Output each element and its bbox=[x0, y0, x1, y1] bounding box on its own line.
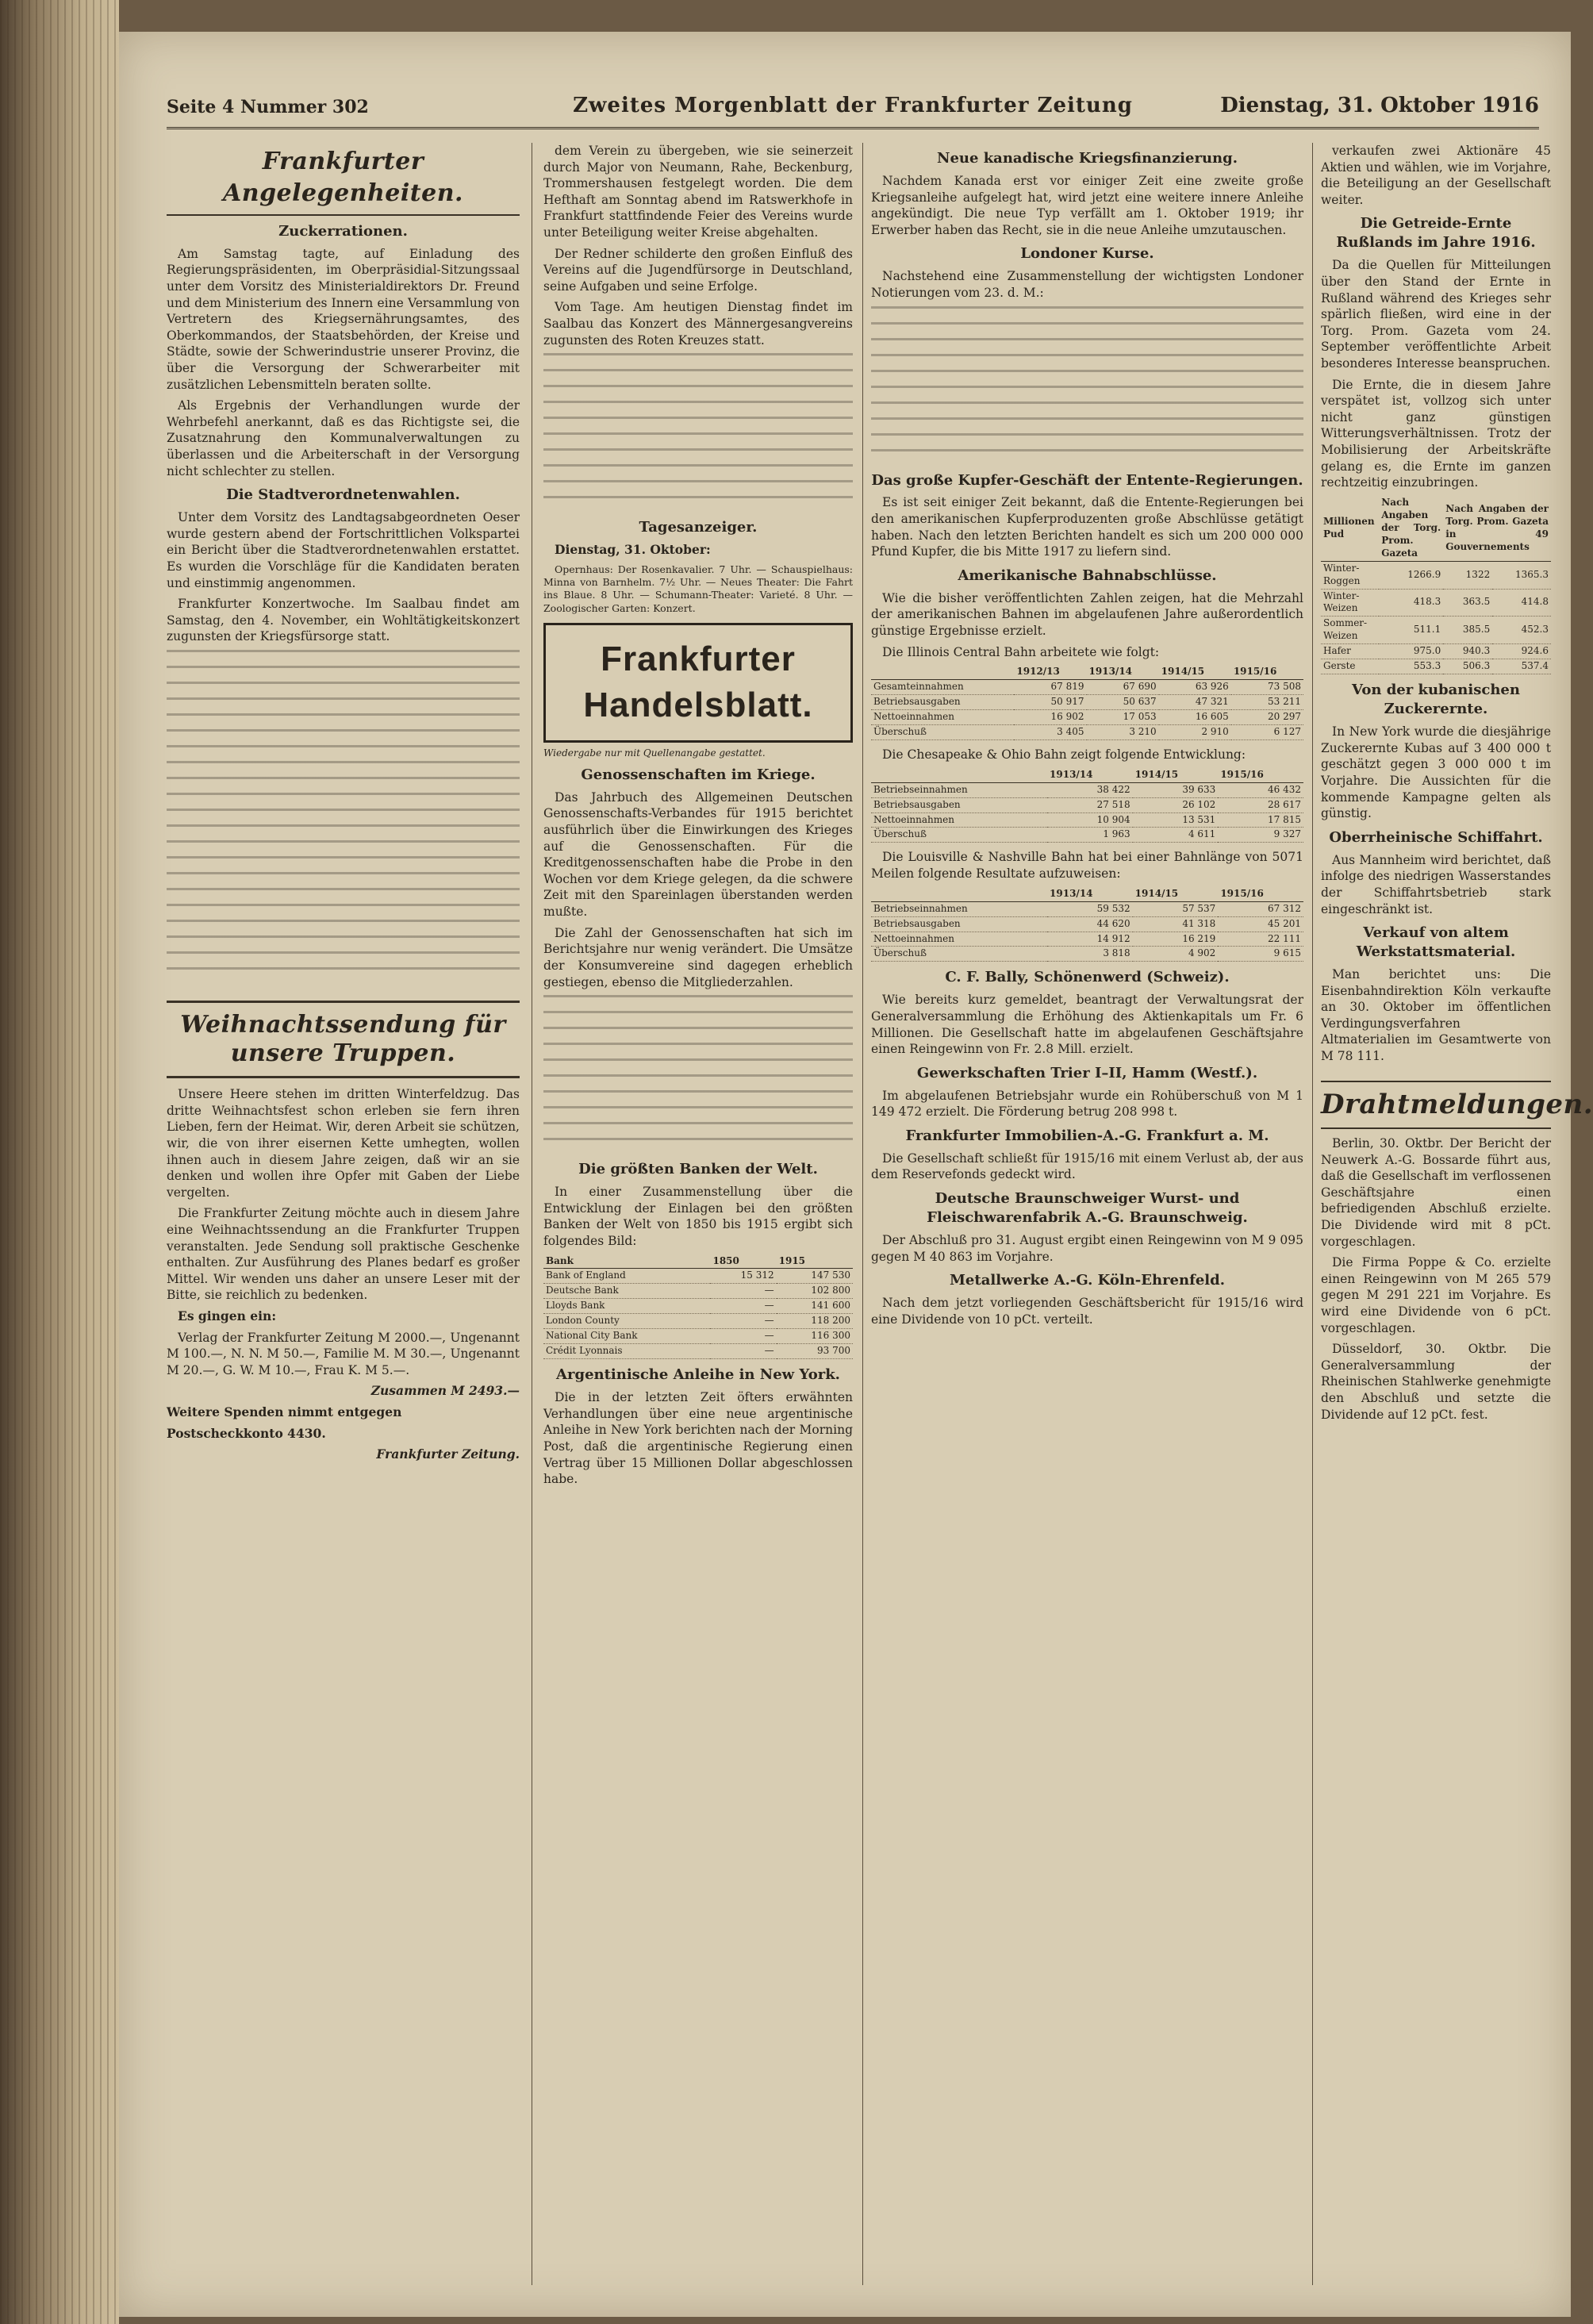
article-paragraph: Als Ergebnis der Verhandlungen wurde der Wehrbefehl anerkannt, daß es das Richtigste sei, die Zusatznahrung den Kommunalverwaltungen zu überlassen und die Arbeiterschaft in der Versorgung nicht schlechter zu stellen. bbox=[167, 398, 520, 478]
table-header-cell: 1915/16 bbox=[1218, 887, 1303, 901]
subhead-banken: Die größten Banken der Welt. bbox=[578, 1161, 818, 1178]
table-cell: 15 312 bbox=[710, 1269, 776, 1284]
table-cell: 537.4 bbox=[1492, 659, 1551, 674]
table-cell: 975.0 bbox=[1379, 644, 1443, 659]
table-row bbox=[1321, 589, 1551, 617]
table-header-cell: 1915/16 bbox=[1231, 665, 1303, 679]
table-cell: 363.5 bbox=[1443, 589, 1492, 617]
table-cell: 57 537 bbox=[1133, 901, 1219, 916]
subhead-russland-ernte: Die Getreide-Ernte Rußlands im Jahre 1916. bbox=[1336, 215, 1536, 252]
section-title-frankfurt: Frankfurter Angelegenheiten. bbox=[167, 146, 520, 216]
table-cell: Überschuß bbox=[871, 947, 1047, 962]
table-cell: 9 615 bbox=[1218, 947, 1303, 962]
table-row bbox=[543, 1269, 853, 1284]
article-paragraph: Wie bereits kurz gemeldet, beantragt der Verwaltungsrat der Generalversammlung die Erhöhung des Aktienkapitals um Fr. 6 Millionen. Die Gesellschaft hatte im abgelaufenen Geschäftsjahre einen Reingewinn von Fr. 2.8 Mill. erzielt. bbox=[871, 993, 1303, 1057]
article-paragraph: Die Zahl der Genossenschaften hat sich im Berichtsjahre nur wenig verändert. Die Umsätze der Konsumvereine sind dagegen erheblich gestiegen, ebenso die Mitgliederzahlen. bbox=[543, 925, 853, 989]
table-cell: Winter-Weizen bbox=[1321, 589, 1379, 617]
table-cell: Sommer-Weizen bbox=[1321, 617, 1379, 644]
column-rule bbox=[1312, 143, 1313, 2285]
table-row bbox=[871, 680, 1303, 695]
louisville-intro: Die Louisville & Nashville Bahn hat bei einer Bahnlänge von 5071 Meilen folgende Resultate aufzuweisen: bbox=[871, 850, 1303, 882]
table-cell: 93 700 bbox=[777, 1344, 853, 1359]
table-row bbox=[871, 695, 1303, 710]
subhead-kuba: Von der kubanischen Zuckerernte. bbox=[1352, 682, 1520, 718]
table-cell: 13 531 bbox=[1133, 812, 1219, 828]
signature-frankfurter-zeitung: Frankfurter Zeitung. bbox=[376, 1446, 520, 1462]
text-lines bbox=[543, 995, 853, 1154]
article-paragraph: Der Abschluß pro 31. August ergibt einen Reingewinn von M 9 095 gegen M 40 863 im Vorjahre. bbox=[871, 1232, 1303, 1264]
article-paragraph: In einer Zusammenstellung über die Entwicklung der Einlagen bei den größten Banken der Welt von 1850 bis 1915 ergibt sich folgendes Bild: bbox=[543, 1185, 853, 1248]
subhead-trier: Gewerkschaften Trier I–II, Hamm (Westf.). bbox=[916, 1064, 1258, 1081]
article-paragraph: Unsere Heere stehen im dritten Winterfeldzug. Das dritte Weihnachtsfest schon erleben sie fern ihren Lieben, fern der Heimat. Wir, deren Arbeit sie schützen, wir, die von ihrer eisernen Kette umhegten, wollen ihnen auch in diesem Jahre zeigen, daß wir an sie denken und wollen ihre Opfer mit Gaben der Liebe vergelten. bbox=[167, 1087, 520, 1200]
table-header-cell: 1913/14 bbox=[1087, 665, 1159, 679]
table-cell: 1266.9 bbox=[1379, 561, 1443, 589]
banken-table bbox=[543, 1254, 853, 1360]
table-cell: 39 633 bbox=[1133, 782, 1219, 797]
column-2 bbox=[543, 143, 853, 2285]
donations-heading: Es gingen ein: bbox=[178, 1308, 277, 1323]
table-cell: 59 532 bbox=[1047, 901, 1133, 916]
quotes-table-lines bbox=[871, 306, 1303, 465]
table-cell: 22 111 bbox=[1218, 932, 1303, 947]
ernte-table bbox=[1321, 496, 1551, 674]
table-cell: 47 321 bbox=[1159, 695, 1231, 710]
table-row bbox=[543, 1344, 853, 1359]
table-cell: Betriebsausgaben bbox=[871, 916, 1047, 932]
subhead-genossenschaften: Genossenschaften im Kriege. bbox=[581, 766, 816, 783]
column-1 bbox=[167, 143, 520, 2285]
article-paragraph: Der Redner schilderte den großen Einfluß des Vereins auf die Jugendfürsorge in Deutschland, seine Aufgaben und seine Erfolge. bbox=[543, 246, 853, 294]
table-cell: — bbox=[710, 1284, 776, 1299]
subhead-kanada: Neue kanadische Kriegsfinanzierung. bbox=[936, 150, 1238, 167]
table-cell: 3 210 bbox=[1087, 725, 1159, 740]
article-paragraph: Da die Quellen für Mitteilungen über den Stand der Ernte in Rußland während des Krieges sehr spärlich fließen, wird eine in der Torg. Prom. Gazeta vom 24. September veröffentlichte Arbeit besonderes Interesse beanspruchen. bbox=[1321, 258, 1551, 371]
table-cell: 118 200 bbox=[777, 1314, 853, 1329]
table-cell: 67 819 bbox=[1014, 680, 1086, 695]
table-cell: — bbox=[710, 1314, 776, 1329]
text-lines bbox=[167, 650, 520, 983]
table-cell: 28 617 bbox=[1218, 797, 1303, 812]
table-row bbox=[871, 797, 1303, 812]
table-cell: 41 318 bbox=[1133, 916, 1219, 932]
article-paragraph: Es ist seit einiger Zeit bekannt, daß die Entente-Regierungen bei den amerikanischen Kupferproduzenten große Abschlüsse getätigt haben. Nach den letzten Berichten handelt es sich um 200 000 000 Pfund Kupfer, die bis Mitte 1917 zu liefern sind. bbox=[871, 495, 1303, 559]
table-cell: 3 818 bbox=[1047, 947, 1133, 962]
table-header-cell bbox=[871, 887, 1047, 901]
article-paragraph: In New York wurde die diesjährige Zuckerernte Kubas auf 3 400 000 t geschätzt gegen 3 000 000 t im Vorjahre. Die Aussichten für die kommende Kampagne gelten als günstig. bbox=[1321, 724, 1551, 821]
table-cell: 452.3 bbox=[1492, 617, 1551, 644]
article-paragraph: Die Gesellschaft schließt für 1915/16 mit einem Verlust ab, der aus dem Reservefonds gedeckt wird. bbox=[871, 1150, 1303, 1182]
table-cell: 73 508 bbox=[1231, 680, 1303, 695]
article-paragraph: Unter dem Vorsitz des Landtagsabgeordneten Oeser wurde gestern abend der Fortschrittlichen Volkspartei ein Bericht über die Stadtverordnetenwahlen erstattet. Es wurden die Vorschläge für die Kandidaten beraten und einstimmig angenommen. bbox=[167, 510, 520, 590]
table-cell: 27 518 bbox=[1047, 797, 1133, 812]
table-header-cell: 1913/14 bbox=[1047, 887, 1133, 901]
table-cell: — bbox=[710, 1299, 776, 1314]
table-header-cell: 1850 bbox=[710, 1254, 776, 1269]
ernte-head-b: Nach Angaben der Torg. Prom. Gazeta bbox=[1379, 496, 1443, 561]
article-paragraph: Die in der letzten Zeit öfters erwähnten Verhandlungen über eine neue argentinische Anleihe in New York berichten nach der Morning Post, daß die argentinische Regierung einen Vertrag über 15 Millionen Dollar abgeschlossen habe. bbox=[543, 1390, 853, 1487]
header-masthead: Zweites Morgenblatt der Frankfurter Zeitung bbox=[573, 94, 1133, 117]
table-cell: 26 102 bbox=[1133, 797, 1219, 812]
table-cell: — bbox=[710, 1329, 776, 1344]
column-rule bbox=[862, 143, 863, 2285]
table-cell: Betriebseinnahmen bbox=[871, 901, 1047, 916]
table-cell: 46 432 bbox=[1218, 782, 1303, 797]
table-cell: Nettoeinnahmen bbox=[871, 932, 1047, 947]
table-row bbox=[543, 1284, 853, 1299]
table-cell: 418.3 bbox=[1379, 589, 1443, 617]
article-paragraph: Am Samstag tagte, auf Einladung des Regierungspräsidenten, im Oberpräsidial-Sitzungssaal unter dem Vorsitz des Ministerialdirektors Dr. Freund und dem Ministerium des Innern eine Versammlung von Vertretern des Kriegsernährungsamtes, des Oberkommandos, der Staatsbehörden, der Kreise und Städte, sowie der Schwerindustrie unserer Provinz, die über die Versorgung der Schwerarbeiter mit zusätzlichen Lebensmitteln beraten sollte. bbox=[167, 246, 520, 392]
table-row bbox=[871, 901, 1303, 916]
table-cell: 9 327 bbox=[1218, 828, 1303, 843]
handelsblatt-masthead: Frankfurter Handelsblatt. bbox=[543, 623, 853, 743]
article-paragraph: Nachstehend eine Zusammenstellung der wichtigsten Londoner Notierungen vom 23. d. M.: bbox=[871, 269, 1303, 300]
louisville-table bbox=[871, 887, 1303, 962]
table-header-cell: 1914/15 bbox=[1133, 887, 1219, 901]
table-cell: 63 926 bbox=[1159, 680, 1231, 695]
article-paragraph: Wie die bisher veröffentlichten Zahlen zeigen, hat die Mehrzahl der amerikanischen Bahnen im abgelaufenen Jahre außerordentlich günstige Ergebnisse erzielt. bbox=[871, 590, 1303, 639]
table-header-cell: 1912/13 bbox=[1014, 665, 1086, 679]
table-row bbox=[871, 782, 1303, 797]
table-cell: 17 053 bbox=[1087, 710, 1159, 725]
tagesanzeiger-listings: Opernhaus: Der Rosenkavalier. 7 Uhr. — Schauspielhaus: Minna von Barnhelm. 7½ Uhr. — Neues Theater: Die Fahrt ins Blaue. 8 Uhr. — Schumann-Theater: Varieté. 8 Uhr. — Zoologischer Garten: Konzert. bbox=[543, 563, 853, 614]
subhead-london: Londoner Kurse. bbox=[1020, 245, 1154, 263]
table-cell: 553.3 bbox=[1379, 659, 1443, 674]
table-cell: Gerste bbox=[1321, 659, 1379, 674]
table-row bbox=[871, 725, 1303, 740]
donations-list: Verlag der Frankfurter Zeitung M 2000.—, Ungenannt M 100.—, N. N. M 50.—, Familie M. M 30.—, Ungenannt M 20.—, G. W. M 10.—, Frau K. M 5.—. bbox=[167, 1330, 520, 1377]
article-paragraph: dem Verein zu übergeben, wie sie seinerzeit durch Major von Neumann, Rahe, Beckenburg, Trommershausen festgelegt worden. Die dem Hefthaft am Sonntag abend im Ratswerkhofe in Frankfurt stattfindende Feier des Vereins wurde unter Beteiligung weiter Kreise abgehalten. bbox=[543, 144, 853, 240]
table-row bbox=[1321, 644, 1551, 659]
table-header-cell bbox=[871, 665, 1014, 679]
subhead-werkstatt: Verkauf von altem Werkstattsmaterial. bbox=[1356, 924, 1516, 961]
table-cell: 53 211 bbox=[1231, 695, 1303, 710]
header-page-number: Seite 4 Nummer 302 bbox=[167, 97, 369, 117]
table-row bbox=[871, 828, 1303, 843]
article-paragraph: Frankfurter Konzertwoche. Im Saalbau findet am Samstag, den 4. November, ein Wohltätigkeitskonzert zugunsten der Kriegsfürsorge statt. bbox=[167, 597, 520, 644]
table-cell: 16 605 bbox=[1159, 710, 1231, 725]
table-cell: 4 902 bbox=[1133, 947, 1219, 962]
subhead-argentinien: Argentinische Anleihe in New York. bbox=[556, 1366, 840, 1384]
table-row bbox=[543, 1299, 853, 1314]
article-paragraph: Die Frankfurter Zeitung möchte auch in diesem Jahre eine Weihnachtssendung an die Frankfurter Truppen veranstalten. Jede Sendung soll praktische Geschenke enthalten. Zur Ausführung des Planes bedarf es großer Mittel. Wir wenden uns daher an unsere Leser mit der Bitte, sie reichlich zu bedenken. bbox=[167, 1206, 520, 1303]
table-cell: 141 600 bbox=[777, 1299, 853, 1314]
tagesanzeiger-date: Dienstag, 31. Oktober: bbox=[555, 542, 711, 558]
table-cell: 50 637 bbox=[1087, 695, 1159, 710]
table-header-cell: 1915/16 bbox=[1218, 768, 1303, 782]
table-cell: Deutsche Bank bbox=[543, 1284, 710, 1299]
article-paragraph: Berlin, 30. Oktbr. Der Bericht der Neuwerk A.-G. Bossarde führt aus, daß die Gesellschaft im verflossenen Geschäftsjahre einen befriedigenden Abschluß erzielte. Die Dividende wird mit 8 pCt. vorgeschlagen. bbox=[1321, 1135, 1551, 1249]
donations-total: Zusammen M 2493.— bbox=[370, 1383, 520, 1399]
article-paragraph: Im abgelaufenen Betriebsjahr wurde ein Rohüberschuß von M 1 149 472 erzielt. Die Förderung betrug 208 998 t. bbox=[871, 1088, 1303, 1120]
article-paragraph: Nach dem jetzt vorliegenden Geschäftsbericht für 1915/16 wird eine Dividende von 10 pCt. verteilt. bbox=[871, 1296, 1303, 1327]
table-header-cell: 1914/15 bbox=[1159, 665, 1231, 679]
table-cell: 116 300 bbox=[777, 1329, 853, 1344]
table-cell: 20 297 bbox=[1231, 710, 1303, 725]
table-cell: 511.1 bbox=[1379, 617, 1443, 644]
subhead-kupfer: Das große Kupfer-Geschäft der Entente-Regierungen. bbox=[871, 471, 1303, 489]
subhead-fleischwaren: Deutsche Braunschweiger Wurst- und Fleischwarenfabrik A.-G. Braunschweig. bbox=[927, 1190, 1248, 1227]
subhead-stadtverordnetenwahlen: Die Stadtverordnetenwahlen. bbox=[226, 486, 460, 504]
article-paragraph: Düsseldorf, 30. Oktbr. Die Generalversammlung der Rheinischen Stahlwerke genehmigte den Abschluß und setzte die Dividende auf 12 pCt. fest. bbox=[1321, 1342, 1551, 1422]
article-paragraph: Vom Tage. Am heutigen Dienstag findet im Saalbau das Konzert des Männergesangvereins zugunsten des Roten Kreuzes statt. bbox=[543, 300, 853, 348]
table-cell: 1365.3 bbox=[1492, 561, 1551, 589]
text-lines bbox=[543, 353, 853, 512]
subhead-metallwerke: Metallwerke A.-G. Köln-Ehrenfeld. bbox=[950, 1272, 1225, 1289]
table-cell: 67 690 bbox=[1087, 680, 1159, 695]
table-row bbox=[871, 932, 1303, 947]
table-cell: 6 127 bbox=[1231, 725, 1303, 740]
table-cell: 414.8 bbox=[1492, 589, 1551, 617]
table-cell: 940.3 bbox=[1443, 644, 1492, 659]
chesapeake-table bbox=[871, 768, 1303, 843]
table-cell: Bank of England bbox=[543, 1269, 710, 1284]
handelsblatt-note: Wiedergabe nur mit Quellenangabe gestattet. bbox=[543, 747, 766, 759]
article-paragraph: Die Ernte, die in diesem Jahre verspätet ist, vollzog sich unter nicht ganz günstigen Witterungsverhältnissen. Trotz der Mobilisierung der Arbeitskräfte gelang es, die Ernte im ganzen rechtzeitig einzubringen. bbox=[1321, 377, 1551, 490]
table-cell: Betriebseinnahmen bbox=[871, 782, 1047, 797]
headline-drahtmeldungen: Drahtmeldungen. bbox=[1321, 1081, 1551, 1129]
subhead-immobilien: Frankfurter Immobilien-A.-G. Frankfurt a. M. bbox=[905, 1127, 1269, 1144]
table-header-cell: 1913/14 bbox=[1047, 768, 1133, 782]
table-cell: Überschuß bbox=[871, 828, 1047, 843]
table-header-cell: 1915 bbox=[777, 1254, 853, 1269]
article-paragraph: verkaufen zwei Aktionäre 45 Aktien und wählen, wie im Vorjahre, die Beteiligung an der Gesellschaft weiter. bbox=[1321, 144, 1551, 207]
table-cell: 14 912 bbox=[1047, 932, 1133, 947]
table-cell: 1 963 bbox=[1047, 828, 1133, 843]
column-3 bbox=[871, 143, 1303, 2285]
table-cell: 2 910 bbox=[1159, 725, 1231, 740]
article-paragraph: Das Jahrbuch des Allgemeinen Deutschen Genossenschafts-Verbandes für 1915 berichtet ausführlich über die Einwirkungen des Krieges auf die Genossenschaften. Für die Kreditgenossenschaften habe die Probe in den Wochen vor dem Kriege gelegen, da die schwere Zeit mit den Spareinlagen überstanden werden mußte. bbox=[543, 789, 853, 920]
subhead-rhein: Oberrheinische Schiffahrt. bbox=[1329, 828, 1543, 846]
table-header-cell bbox=[871, 768, 1047, 782]
book-binding-edge bbox=[0, 0, 119, 2324]
table-cell: Nettoeinnahmen bbox=[871, 710, 1014, 725]
table-row bbox=[871, 947, 1303, 962]
table-cell: 38 422 bbox=[1047, 782, 1133, 797]
table-row bbox=[871, 916, 1303, 932]
header-date: Dienstag, 31. Oktober 1916 bbox=[1220, 94, 1539, 117]
table-cell: Betriebsausgaben bbox=[871, 695, 1014, 710]
table-cell: 16 902 bbox=[1014, 710, 1086, 725]
table-cell: 67 312 bbox=[1218, 901, 1303, 916]
article-paragraph: Nachdem Kanada erst vor einiger Zeit eine zweite große Kriegsanleihe aufgelegt hat, wird jetzt eine weitere innere Anleihe angekündigt. Die neue Typ verfällt am 1. Oktober 1919; ihr Erwerber haben das Recht, sie in die neue Anleihe umzutauschen. bbox=[871, 173, 1303, 237]
subhead-bahnen: Amerikanische Bahnabschlüsse. bbox=[958, 567, 1217, 584]
table-cell: 17 815 bbox=[1218, 812, 1303, 828]
article-paragraph: Die Firma Poppe & Co. erzielte einen Reingewinn von M 265 579 gegen M 291 221 im Vorjahre. Es wird eine Dividende von 6 pCt. vorgeschlagen. bbox=[1321, 1255, 1551, 1335]
more-donations-note: Weitere Spenden nimmt entgegen bbox=[167, 1404, 402, 1420]
table-cell: 506.3 bbox=[1443, 659, 1492, 674]
table-row bbox=[543, 1329, 853, 1344]
table-cell: Gesamteinnahmen bbox=[871, 680, 1014, 695]
ernte-head-a: Millionen Pud bbox=[1321, 496, 1379, 561]
illinois-table bbox=[871, 665, 1303, 740]
table-cell: Crédit Lyonnais bbox=[543, 1344, 710, 1359]
table-cell: — bbox=[710, 1344, 776, 1359]
table-cell: 3 405 bbox=[1014, 725, 1086, 740]
table-cell: 4 611 bbox=[1133, 828, 1219, 843]
subhead-zuckerrationen: Zuckerrationen. bbox=[278, 222, 408, 240]
table-row bbox=[1321, 659, 1551, 674]
table-cell: National City Bank bbox=[543, 1329, 710, 1344]
table-cell: Betriebsausgaben bbox=[871, 797, 1047, 812]
headline-weihnachtssendung: Weihnachtssendung für unsere Truppen. bbox=[167, 1001, 520, 1078]
table-cell: 44 620 bbox=[1047, 916, 1133, 932]
table-row bbox=[543, 1314, 853, 1329]
table-cell: 147 530 bbox=[777, 1269, 853, 1284]
table-header-cell: 1914/15 bbox=[1133, 768, 1219, 782]
table-row bbox=[871, 812, 1303, 828]
article-paragraph: Man berichtet uns: Die Eisenbahndirektion Köln verkaufte an 30. Oktober im öffentlichen Verdingungsverfahren Altmaterialien im Gesamtwerte von M 78 111. bbox=[1321, 967, 1551, 1064]
table-row bbox=[1321, 617, 1551, 644]
column-4 bbox=[1321, 143, 1593, 2285]
table-cell: 102 800 bbox=[777, 1284, 853, 1299]
table-cell: Überschuß bbox=[871, 725, 1014, 740]
chesapeake-intro: Die Chesapeake & Ohio Bahn zeigt folgende Entwicklung: bbox=[882, 747, 1246, 763]
table-row bbox=[1321, 561, 1551, 589]
ernte-head-c: Nach Angaben der Torg. Prom. Gazeta in 49 Gouvernements bbox=[1443, 496, 1551, 561]
table-cell: Hafer bbox=[1321, 644, 1379, 659]
table-cell: London County bbox=[543, 1314, 710, 1329]
table-cell: Winter-Roggen bbox=[1321, 561, 1379, 589]
table-cell: 45 201 bbox=[1218, 916, 1303, 932]
table-cell: 50 917 bbox=[1014, 695, 1086, 710]
table-row bbox=[871, 710, 1303, 725]
newspaper-page bbox=[119, 32, 1593, 2317]
table-cell: 10 904 bbox=[1047, 812, 1133, 828]
table-cell: 16 219 bbox=[1133, 932, 1219, 947]
table-cell: 924.6 bbox=[1492, 644, 1551, 659]
page-header bbox=[167, 79, 1539, 129]
subhead-tagesanzeiger: Tagesanzeiger. bbox=[639, 519, 758, 536]
postscheck-account: Postscheckkonto 4430. bbox=[167, 1425, 326, 1441]
subhead-bally: C. F. Bally, Schönenwerd (Schweiz). bbox=[945, 969, 1230, 986]
table-cell: 1322 bbox=[1443, 561, 1492, 589]
table-cell: 385.5 bbox=[1443, 617, 1492, 644]
article-paragraph: Aus Mannheim wird berichtet, daß infolge des niedrigen Wasserstandes der Schiffahrtsbetrieb stark eingeschränkt ist. bbox=[1321, 852, 1551, 916]
table-cell: Lloyds Bank bbox=[543, 1299, 710, 1314]
table-header-cell: Bank bbox=[543, 1254, 710, 1269]
table-cell: Nettoeinnahmen bbox=[871, 812, 1047, 828]
illinois-intro: Die Illinois Central Bahn arbeitete wie folgt: bbox=[882, 644, 1160, 659]
